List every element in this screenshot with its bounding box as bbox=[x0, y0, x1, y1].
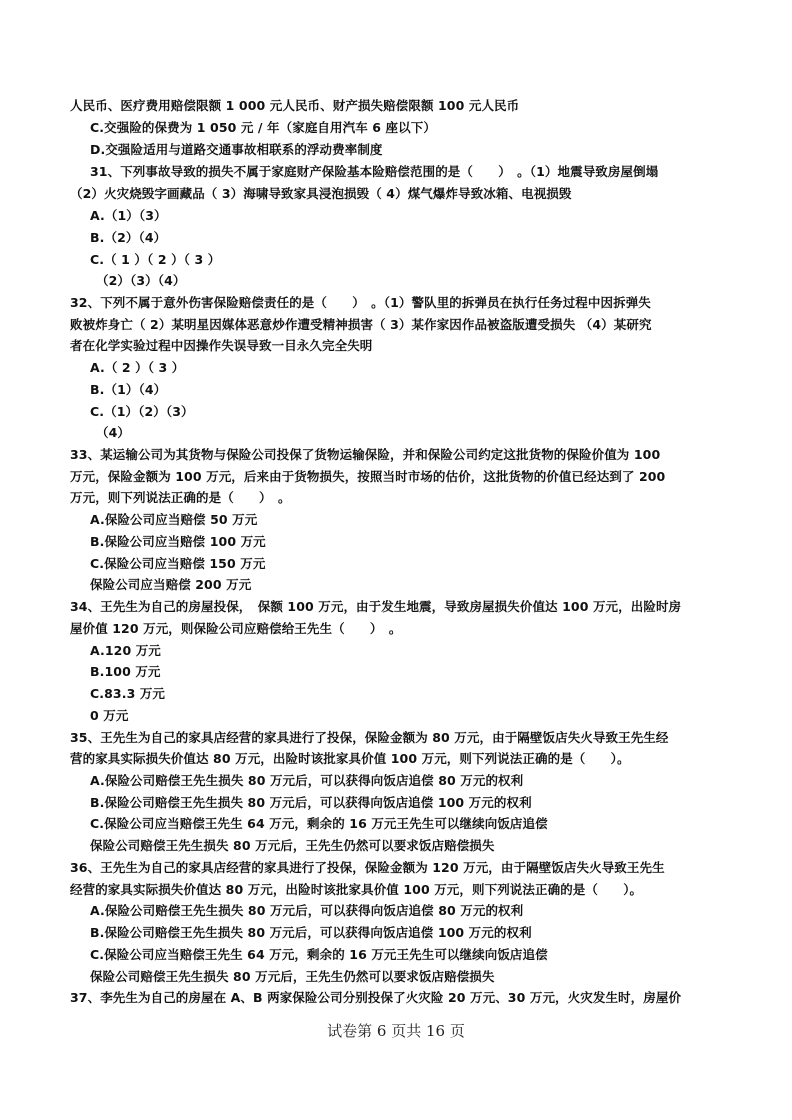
option-line: A.（1）（3） bbox=[90, 208, 167, 223]
question-36: 36、王先生为自己的家具店经营的家具进行了投保，保险金额为 120 万元，由于隔壁饭店失火导致王先生 bbox=[70, 860, 665, 875]
text-line: （2）火灾烧毁字画藏品（ 3）海啸导致家具浸泡损毁（ 4）煤气爆炸导致冰箱、电视损毁 bbox=[70, 186, 572, 201]
option-line: 保险公司赔偿王先生损失 80 万元后，王先生仍然可以要求饭店赔偿损失 bbox=[90, 969, 495, 984]
text-line: 屋价值 120 万元，则保险公司应赔偿给王先生（ ） 。 bbox=[70, 621, 402, 636]
option-line: B.保险公司应当赔偿 100 万元 bbox=[90, 534, 266, 549]
option-line: 保险公司应当赔偿 200 万元 bbox=[90, 577, 252, 592]
option-line: A.保险公司应当赔偿 50 万元 bbox=[90, 512, 258, 527]
option-line: B.保险公司赔偿王先生损失 80 万元后，可以获得向饭店追偿 100 万元的权利 bbox=[90, 795, 532, 810]
option-line: C.（ 1 ）（ 2 ）（ 3 ） bbox=[90, 252, 221, 267]
text-line: 万元，保险金额为 100 万元，后来由于货物损失，按照当时市场的估价，这批货物的价值已经达到了 200 bbox=[70, 469, 666, 484]
text-line: 经营的家具实际损失价值达 80 万元，出险时该批家具价值 100 万元，则下列说法正确的是（ ）。 bbox=[70, 882, 643, 897]
option-line: A.保险公司赔偿王先生损失 80 万元后，可以获得向饭店追偿 80 万元的权利 bbox=[90, 773, 524, 788]
question-32: 32、下列不属于意外伤害保险赔偿责任的是（ ） 。（1）警队里的拆弹员在执行任务过程中因拆弹失 bbox=[70, 295, 651, 310]
option-line: C.（1）（2）（3） bbox=[90, 404, 194, 419]
page-footer: 试卷第 6 页共 16 页 bbox=[327, 1022, 465, 1040]
option-line: B.（1）（4） bbox=[90, 382, 167, 397]
option-line: A.保险公司赔偿王先生损失 80 万元后，可以获得向饭店追偿 80 万元的权利 bbox=[90, 903, 524, 918]
question-34: 34、王先生为自己的房屋投保， 保额 100 万元，由于发生地震，导致房屋损失价值达 100 万元，出险时房 bbox=[70, 599, 682, 614]
option-line: C.83.3 万元 bbox=[90, 686, 166, 701]
option-line: （4） bbox=[96, 425, 130, 440]
question-37: 37、李先生为自己的房屋在 A、B 两家保险公司分别投保了火灾险 20 万元、30 万元，火灾发生时，房屋价 bbox=[70, 990, 682, 1005]
option-line: B.100 万元 bbox=[90, 664, 161, 679]
question-31: 31、下列事故导致的损失不属于家庭财产保险基本险赔偿范围的是（ ） 。（1）地震导致房屋倒塌 bbox=[90, 164, 659, 179]
option-line: B.（2）（4） bbox=[90, 230, 167, 245]
option-line: B.保险公司赔偿王先生损失 80 万元后，可以获得向饭店追偿 100 万元的权利 bbox=[90, 925, 532, 940]
option-line: D.交强险适用与道路交通事故相联系的浮动费率制度 bbox=[90, 142, 383, 157]
option-line: C.保险公司应当赔偿 150 万元 bbox=[90, 556, 266, 571]
option-line: 0 万元 bbox=[90, 708, 129, 723]
option-line: 保险公司赔偿王先生损失 80 万元后，王先生仍然可以要求饭店赔偿损失 bbox=[90, 838, 495, 853]
option-line: A.120 万元 bbox=[90, 643, 161, 658]
question-33: 33、某运输公司为其货物与保险公司投保了货物运输保险，并和保险公司约定这批货物的保险价值为 100 bbox=[70, 447, 661, 462]
option-line: （2）（3）（4） bbox=[96, 273, 186, 288]
option-line: C.保险公司应当赔偿王先生 64 万元，剩余的 16 万元王先生可以继续向饭店追偿 bbox=[90, 816, 548, 831]
text-line: 万元，则下列说法正确的是（ ） 。 bbox=[70, 490, 291, 505]
text-line: 营的家具实际损失价值达 80 万元，出险时该批家具价值 100 万元，则下列说法正确的是（ ）。 bbox=[70, 751, 630, 766]
option-line: C.保险公司应当赔偿王先生 64 万元，剩余的 16 万元王先生可以继续向饭店追偿 bbox=[90, 947, 548, 962]
option-line: C.交强险的保费为 1 050 元 / 年（家庭自用汽车 6 座以下） bbox=[90, 120, 436, 135]
text-line: 人民币、医疗费用赔偿限额 1 000 元人民币、财产损失赔偿限额 100 元人民币 bbox=[70, 98, 520, 113]
text-line: 败被炸身亡（ 2）某明星因媒体恶意炒作遭受精神损害（ 3）某作家因作品被盗版遭受损失 （4）某研究 bbox=[70, 317, 652, 332]
text-line: 者在化学实验过程中因操作失误导致一目永久完全失明 bbox=[70, 338, 373, 353]
question-35: 35、王先生为自己的家具店经营的家具进行了投保，保险金额为 80 万元，由于隔壁饭店失火导致王先生经 bbox=[70, 730, 669, 745]
option-line: A.（ 2 ）（ 3 ） bbox=[90, 360, 185, 375]
